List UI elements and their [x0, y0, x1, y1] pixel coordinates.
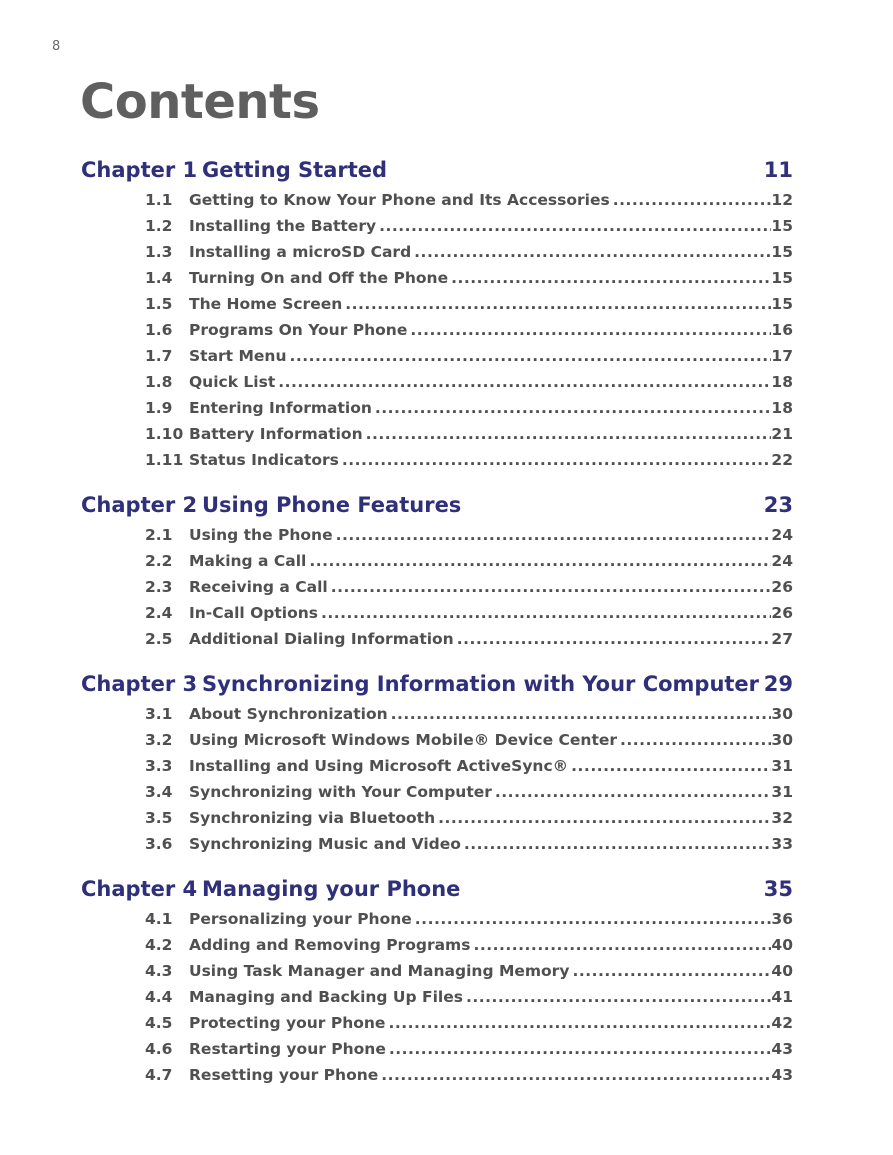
section-page-number: 24: [771, 526, 793, 544]
chapter-heading[interactable]: [81, 488, 793, 522]
toc-entry[interactable]: [81, 395, 793, 421]
toc-entry[interactable]: [81, 548, 793, 574]
toc-entry[interactable]: [81, 1010, 793, 1036]
dot-leader: [363, 421, 772, 447]
dot-leader: [470, 932, 771, 958]
chapter-page-number: 11: [763, 158, 793, 182]
section-page-number: 12: [771, 191, 793, 209]
toc-entry[interactable]: [81, 522, 793, 548]
section-title: Using Microsoft Windows Mobile® Device Center: [189, 731, 618, 749]
dot-leader: [385, 1010, 771, 1036]
section-page-number: 18: [771, 399, 793, 417]
section-page-number: 33: [771, 835, 793, 853]
section-number: 1.7: [145, 347, 173, 365]
section-number: 4.5: [145, 1014, 173, 1032]
toc-entry[interactable]: [81, 239, 793, 265]
section-page-number: 26: [771, 578, 793, 596]
dot-leader: [454, 626, 772, 652]
toc-entry[interactable]: [81, 265, 793, 291]
section-number: 2.2: [145, 552, 173, 570]
toc-entry[interactable]: [81, 753, 793, 779]
toc-entry[interactable]: [81, 317, 793, 343]
chapter-title: Managing your Phone: [202, 877, 461, 901]
section-title: Start Menu: [189, 347, 287, 365]
toc-entry[interactable]: [81, 369, 793, 395]
section-page-number: 27: [771, 630, 793, 648]
dot-leader: [568, 753, 771, 779]
dot-leader: [569, 958, 771, 984]
section-number: 3.5: [145, 809, 173, 827]
section-title: Quick List: [189, 373, 276, 391]
section-number: 1.11: [145, 451, 184, 469]
chapter-title: Synchronizing Information with Your Computer: [202, 672, 760, 696]
section-number: 4.7: [145, 1066, 173, 1084]
section-title: Adding and Removing Programs: [189, 936, 471, 954]
section-page-number: 42: [771, 1014, 793, 1032]
section-page-number: 41: [771, 988, 793, 1006]
section-title: Installing and Using Microsoft ActiveSync®: [189, 757, 569, 775]
chapter-block: [81, 872, 793, 1088]
toc-entry[interactable]: [81, 213, 793, 239]
toc-entry[interactable]: [81, 932, 793, 958]
dot-leader: [378, 1062, 771, 1088]
section-number: 1.5: [145, 295, 173, 313]
toc-entry[interactable]: [81, 779, 793, 805]
toc-entry[interactable]: [81, 626, 793, 652]
section-page-number: 26: [771, 604, 793, 622]
section-title: Restarting your Phone: [189, 1040, 386, 1058]
toc-entry[interactable]: [81, 906, 793, 932]
dot-leader: [386, 1036, 772, 1062]
section-page-number: 15: [771, 269, 793, 287]
chapter-block: [81, 488, 793, 652]
toc-entry[interactable]: [81, 343, 793, 369]
chapter-heading[interactable]: [81, 872, 793, 906]
section-title: Synchronizing Music and Video: [189, 835, 461, 853]
toc-entry[interactable]: [81, 1062, 793, 1088]
section-title: Receiving a Call: [189, 578, 328, 596]
section-number: 1.9: [145, 399, 173, 417]
dot-leader: [610, 187, 772, 213]
dot-leader: [376, 213, 771, 239]
toc-entry[interactable]: [81, 805, 793, 831]
toc-entry[interactable]: [81, 1036, 793, 1062]
toc-entry[interactable]: [81, 421, 793, 447]
dot-leader: [275, 369, 771, 395]
dot-leader: [412, 906, 772, 932]
chapter-page-number: 23: [763, 493, 793, 517]
section-page-number: 31: [771, 783, 793, 801]
section-title: Status Indicators: [189, 451, 339, 469]
toc-entry[interactable]: [81, 831, 793, 857]
dot-leader: [407, 317, 771, 343]
dot-leader: [411, 239, 771, 265]
chapter-label: Chapter 2: [81, 493, 198, 517]
section-number: 3.3: [145, 757, 173, 775]
section-title: Getting to Know Your Phone and Its Accessories: [189, 191, 610, 209]
dot-leader: [306, 548, 771, 574]
section-number: 1.8: [145, 373, 173, 391]
section-title: Resetting your Phone: [189, 1066, 379, 1084]
dot-leader: [342, 291, 771, 317]
toc-entry[interactable]: [81, 447, 793, 473]
section-number: 3.1: [145, 705, 173, 723]
section-page-number: 40: [771, 936, 793, 954]
section-title: Installing the Battery: [189, 217, 377, 235]
toc-entry[interactable]: [81, 701, 793, 727]
section-number: 4.6: [145, 1040, 173, 1058]
section-page-number: 15: [771, 295, 793, 313]
section-page-number: 24: [771, 552, 793, 570]
section-title: Managing and Backing Up Files: [189, 988, 463, 1006]
toc-entry[interactable]: [81, 574, 793, 600]
section-title: In-Call Options: [189, 604, 318, 622]
section-page-number: 32: [771, 809, 793, 827]
section-number: 3.4: [145, 783, 173, 801]
dot-leader: [388, 701, 772, 727]
section-title: Synchronizing with Your Computer: [189, 783, 492, 801]
toc-entry[interactable]: [81, 600, 793, 626]
section-number: 3.6: [145, 835, 173, 853]
section-number: 1.2: [145, 217, 173, 235]
section-title: Additional Dialing Information: [189, 630, 454, 648]
section-title: Synchronizing via Bluetooth: [189, 809, 436, 827]
section-title: Personalizing your Phone: [189, 910, 412, 928]
section-page-number: 16: [771, 321, 793, 339]
section-page-number: 36: [771, 910, 793, 928]
section-number: 4.1: [145, 910, 173, 928]
section-page-number: 15: [771, 243, 793, 261]
chapter-block: [81, 153, 793, 473]
chapter-label: Chapter 1: [81, 158, 198, 182]
dot-leader: [463, 984, 771, 1010]
section-title: Protecting your Phone: [189, 1014, 386, 1032]
chapter-page-number: 29: [763, 672, 793, 696]
section-title: Using Task Manager and Managing Memory: [189, 962, 570, 980]
section-number: 1.1: [145, 191, 173, 209]
dot-leader: [448, 265, 771, 291]
chapter-label: Chapter 4: [81, 877, 198, 901]
section-number: 4.3: [145, 962, 173, 980]
chapter-title: Using Phone Features: [202, 493, 462, 517]
section-page-number: 15: [771, 217, 793, 235]
dot-leader: [287, 343, 772, 369]
section-number: 1.3: [145, 243, 173, 261]
section-page-number: 43: [771, 1066, 793, 1084]
chapter-heading[interactable]: [81, 667, 793, 701]
toc-entry[interactable]: [81, 291, 793, 317]
toc-entry[interactable]: [81, 727, 793, 753]
chapter-title: Getting Started: [202, 158, 388, 182]
section-title: Using the Phone: [189, 526, 333, 544]
section-page-number: 30: [771, 705, 793, 723]
chapter-block: [81, 667, 793, 857]
toc-entry[interactable]: [81, 984, 793, 1010]
section-title: The Home Screen: [189, 295, 343, 313]
dot-leader: [435, 805, 771, 831]
section-number: 2.3: [145, 578, 173, 596]
section-page-number: 17: [771, 347, 793, 365]
dot-leader: [318, 600, 771, 626]
section-page-number: 43: [771, 1040, 793, 1058]
page-number: 8: [52, 39, 61, 54]
dot-leader: [372, 395, 772, 421]
section-number: 2.4: [145, 604, 173, 622]
dot-leader: [492, 779, 772, 805]
section-title: About Synchronization: [189, 705, 388, 723]
section-number: 3.2: [145, 731, 173, 749]
toc-entry[interactable]: [81, 187, 793, 213]
dot-leader: [617, 727, 771, 753]
chapter-heading[interactable]: [81, 153, 793, 187]
section-page-number: 40: [771, 962, 793, 980]
section-title: Programs On Your Phone: [189, 321, 408, 339]
page-title: Contents: [80, 74, 320, 130]
section-number: 4.4: [145, 988, 173, 1006]
section-title: Turning On and Off the Phone: [189, 269, 449, 287]
section-title: Entering Information: [189, 399, 372, 417]
chapter-label: Chapter 3: [81, 672, 198, 696]
section-title: Battery Information: [189, 425, 363, 443]
section-page-number: 31: [771, 757, 793, 775]
section-page-number: 22: [771, 451, 793, 469]
section-number: 4.2: [145, 936, 173, 954]
section-page-number: 18: [771, 373, 793, 391]
section-title: Installing a microSD Card: [189, 243, 412, 261]
toc-entry[interactable]: [81, 958, 793, 984]
dot-leader: [328, 574, 772, 600]
section-number: 2.1: [145, 526, 173, 544]
chapter-page-number: 35: [763, 877, 793, 901]
section-page-number: 30: [771, 731, 793, 749]
section-number: 2.5: [145, 630, 173, 648]
section-title: Making a Call: [189, 552, 307, 570]
section-page-number: 21: [771, 425, 793, 443]
dot-leader: [333, 522, 772, 548]
section-number: 1.6: [145, 321, 173, 339]
section-number: 1.10: [145, 425, 184, 443]
table-of-contents: [81, 153, 793, 1103]
section-number: 1.4: [145, 269, 173, 287]
dot-leader: [339, 447, 772, 473]
dot-leader: [461, 831, 772, 857]
